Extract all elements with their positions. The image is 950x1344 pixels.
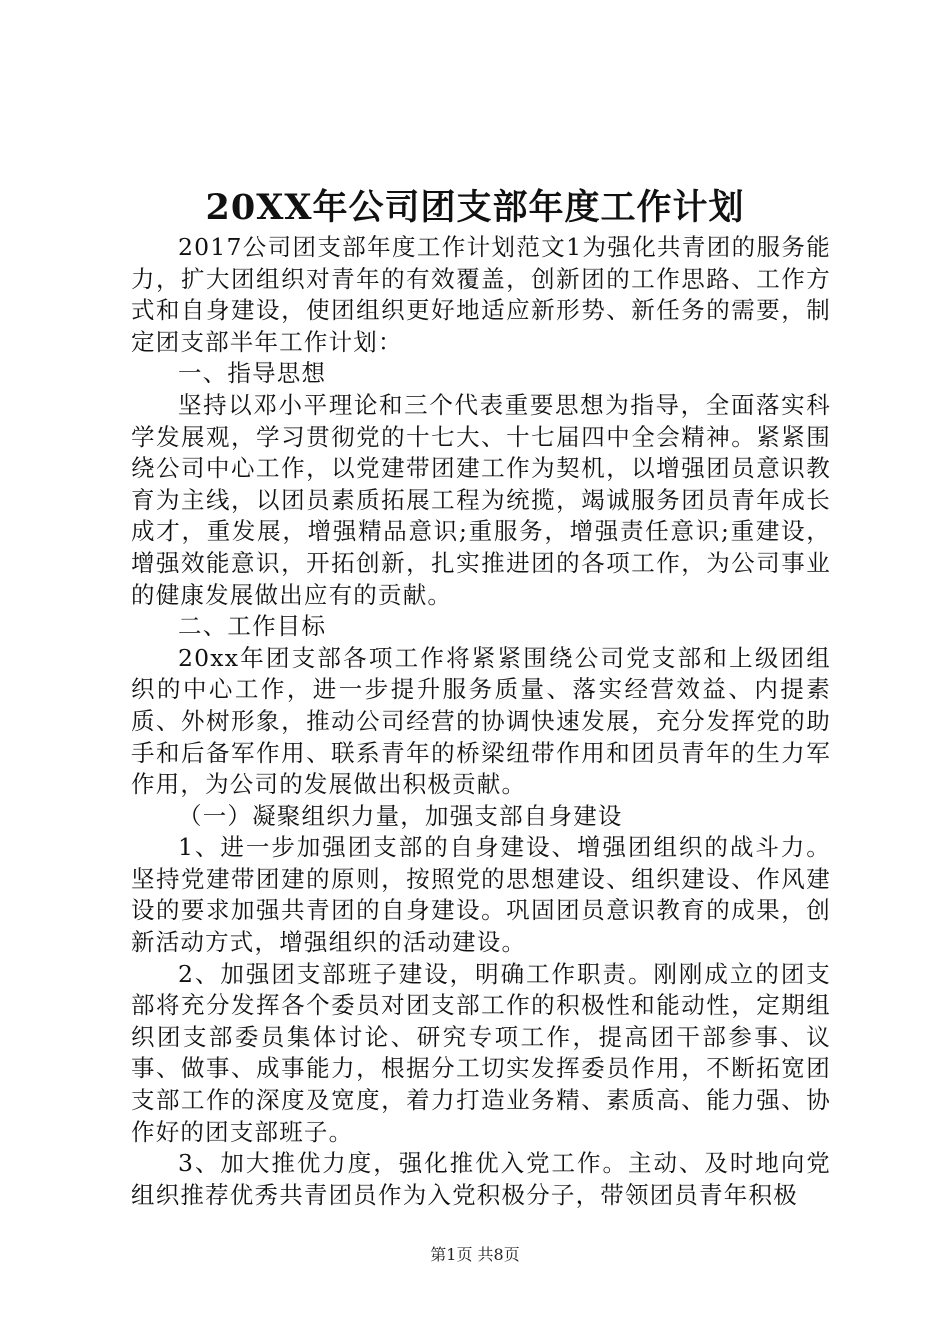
- section-heading-guiding-ideology: 一、指导思想: [178, 359, 327, 388]
- document-title: 20XX年公司团支部年度工作计划: [205, 187, 745, 228]
- item-1-paragraph: 1、进一步加强团支部的自身建设、增强团组织的战斗力。坚持党建带团建的原则，按照党的思想建设、组织建设、作风建设的要求加强共青团的自身建设。巩固团员意识教育的成果，创新活动方式，增强组织的活动建设。: [131, 833, 831, 957]
- item-2-paragraph: 2、加强团支部班子建设，明确工作职责。刚刚成立的团支部将充分发挥各个委员对团支部工作的积极性和能动性，定期组织团支部委员集体讨论、研究专项工作，提高团干部参事、议事、做事、成事能力，根据分工切实发挥委员作用，不断拓宽团支部工作的深度及宽度，着力打造业务精、素质高、能力强、协作好的团支部班子。: [131, 959, 831, 1146]
- document-body: [131, 232, 831, 1211]
- guiding-ideology-paragraph: 坚持以邓小平理论和三个代表重要思想为指导，全面落实科学发展观，学习贯彻党的十七大、十七届四中全会精神。紧紧围绕公司中心工作，以党建带团建工作为契机，以增强团员意识教育为主线，以团员素质拓展工程为统揽，竭诚服务团员青年成长成才，重发展，增强精品意识;重服务，增强责任意识;重建设，增强效能意识，开拓创新，扎实推进团的各项工作，为公司事业的健康发展做出应有的贡献。: [131, 390, 831, 609]
- work-goals-paragraph: 20xx年团支部各项工作将紧紧围绕公司党支部和上级团组织的中心工作，进一步提升服务质量、落实经营效益、内提素质、外树形象，推动公司经营的协调快速发展，充分发挥党的助手和后备军作用、联系青年的桥梁纽带作用和团员青年的生力军作用，为公司的发展做出积极贡献。: [131, 643, 831, 799]
- section-heading-work-goals: 二、工作目标: [178, 612, 327, 641]
- item-3-paragraph: 3、加大推优力度，强化推优入党工作。主动、及时地向党组织推荐优秀共青团员作为入党积极分子，带领团员青年积极: [131, 1149, 831, 1209]
- subsection-heading-organization: （一）凝聚组织力量，加强支部自身建设: [178, 801, 623, 830]
- intro-paragraph: 2017公司团支部年度工作计划范文1为强化共青团的服务能力，扩大团组织对青年的有效覆盖，创新团的工作思路、工作方式和自身建设，使团组织更好地适应新形势、新任务的需要，制定团支部半年工作计划：: [131, 233, 831, 356]
- page-number-footer: 第1页 共8页: [430, 1245, 520, 1264]
